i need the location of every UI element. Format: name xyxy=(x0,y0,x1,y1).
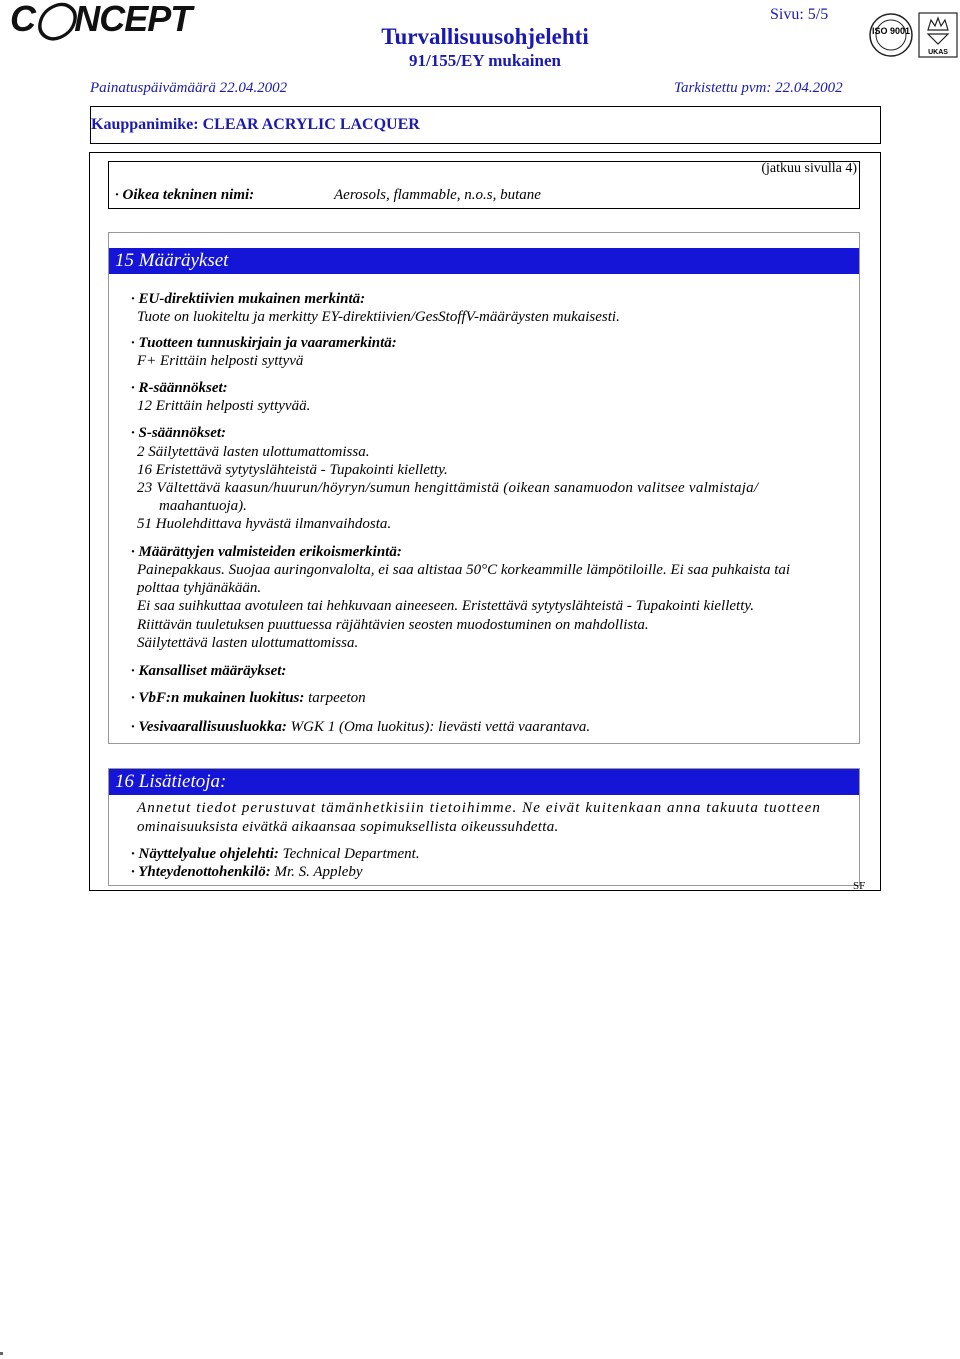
section-15 xyxy=(108,232,860,744)
special-marking-line: polttaa tyhjänäkään. xyxy=(137,580,262,596)
proper-name-label: · Oikea tekninen nimi: xyxy=(115,187,255,203)
continuation-note: (jatkuu sivulla 4) xyxy=(761,161,857,176)
special-marking-line: Painepakkaus. Suojaa auringonvalolta, ei saa altistaa 50°C korkeammille lämpötiloille. Ei saa puhkaista tai xyxy=(137,562,791,578)
r-phrases-label: · R-säännökset: xyxy=(131,380,228,396)
print-date: Painatuspäivämäärä 22.04.2002 xyxy=(90,80,288,96)
contact-person xyxy=(131,863,363,881)
disclaimer-line: Annetut tiedot perustuvat tämänhetkisiin tietoihimme. Ne eivät kuitenkaan anna takuuta tuotteen xyxy=(137,800,821,816)
water-hazard-class xyxy=(131,718,590,736)
vbf-label: · VbF:n mukainen luokitus: xyxy=(131,690,305,706)
page-number: Sivu: 5/5 xyxy=(770,6,829,23)
ukas-text: UKAS xyxy=(928,49,948,56)
department-value: Technical Department. xyxy=(278,846,420,862)
s-phrases-label: · S-säännökset: xyxy=(131,425,227,441)
s-phrase-item: 51 Huolehdittava hyvästä ilmanvaihdosta. xyxy=(137,516,392,532)
document-subtitle: 91/155/EY mukainen xyxy=(409,51,561,70)
contact-label: · Yhteydenottohenkilö: xyxy=(131,864,271,880)
special-marking-line: Säilytettävä lasten ulottumattomissa. xyxy=(137,635,359,651)
company-logo xyxy=(0,0,200,40)
iso-9001-badge-icon xyxy=(868,12,914,58)
special-marking-line: Ei saa suihkuttaa avotuleen tai hehkuvaan aineeseen. Eristettävä sytytyslähteistä - Tupakointi kielletty. xyxy=(137,598,754,614)
section-15-heading: 15 Määräykset xyxy=(109,248,859,274)
eu-text: Tuote on luokiteltu ja merkitty EY-direktiivien/GesStoffV-määräysten mukaisesti. xyxy=(137,309,620,325)
logo-text: C◯NCEPT xyxy=(10,0,192,39)
s-phrase-item: maahantuoja). xyxy=(159,498,247,514)
eu-label: · EU-direktiivien mukainen merkintä: xyxy=(131,291,366,307)
ukas-crown-icon xyxy=(918,12,958,58)
vbf-value: tarpeeton xyxy=(304,690,366,706)
national-regulations-label: · Kansalliset määräykset: xyxy=(131,663,287,679)
section-16-heading: 16 Lisätietoja: xyxy=(109,769,859,795)
department-label: · Näyttelyalue ohjelehti: xyxy=(131,846,279,862)
trade-name: Kauppanimike: CLEAR ACRYLIC LACQUER xyxy=(91,116,420,133)
vbf-classification xyxy=(131,689,366,707)
revised-date: Tarkistettu pvm: 22.04.2002 xyxy=(674,80,843,96)
disclaimer-line: ominaisuuksista eivätkä aikaansaa sopimuksellista oikeussuhdetta. xyxy=(137,819,559,835)
continuation-box xyxy=(108,161,860,209)
document-title: Turvallisuusohjelehti xyxy=(381,24,589,49)
special-marking-line: Riittävän tuuletuksen puuttuessa räjähtävien seosten muodostuminen on mahdollista. xyxy=(137,617,649,633)
s-phrase-item: 2 Säilytettävä lasten ulottumattomissa. xyxy=(137,444,370,460)
hazard-label: · Tuotteen tunnuskirjain ja vaaramerkintä: xyxy=(131,335,397,351)
iso-text: ISO 9001 xyxy=(871,26,911,36)
hazard-text: F+ Erittäin helposti syttyvä xyxy=(137,353,304,369)
water-hazard-value: WGK 1 (Oma luokitus): lievästi vettä vaarantava. xyxy=(286,719,591,735)
section-16 xyxy=(108,768,860,886)
r-phrase-text: 12 Erittäin helposti syttyvää. xyxy=(137,398,311,414)
language-code: SF xyxy=(853,880,866,892)
water-hazard-label: · Vesivaarallisuusluokka: xyxy=(131,719,287,735)
s-phrase-item: 16 Eristettävä sytytyslähteistä - Tupakointi kielletty. xyxy=(137,462,448,478)
s-phrase-item: 23 Vältettävä kaasun/huurun/höyryn/sumun hengittämistä (oikean sanamuodon valitsee valmistaja/ xyxy=(137,480,759,496)
issuing-department xyxy=(131,845,420,863)
special-marking-label: · Määrättyjen valmisteiden erikoismerkintä: xyxy=(131,544,402,560)
contact-value: Mr. S. Appleby xyxy=(270,864,363,880)
proper-name-value: Aerosols, flammable, n.o.s, butane xyxy=(334,187,541,203)
trade-name-box xyxy=(90,106,881,144)
page-mark xyxy=(0,1352,3,1355)
